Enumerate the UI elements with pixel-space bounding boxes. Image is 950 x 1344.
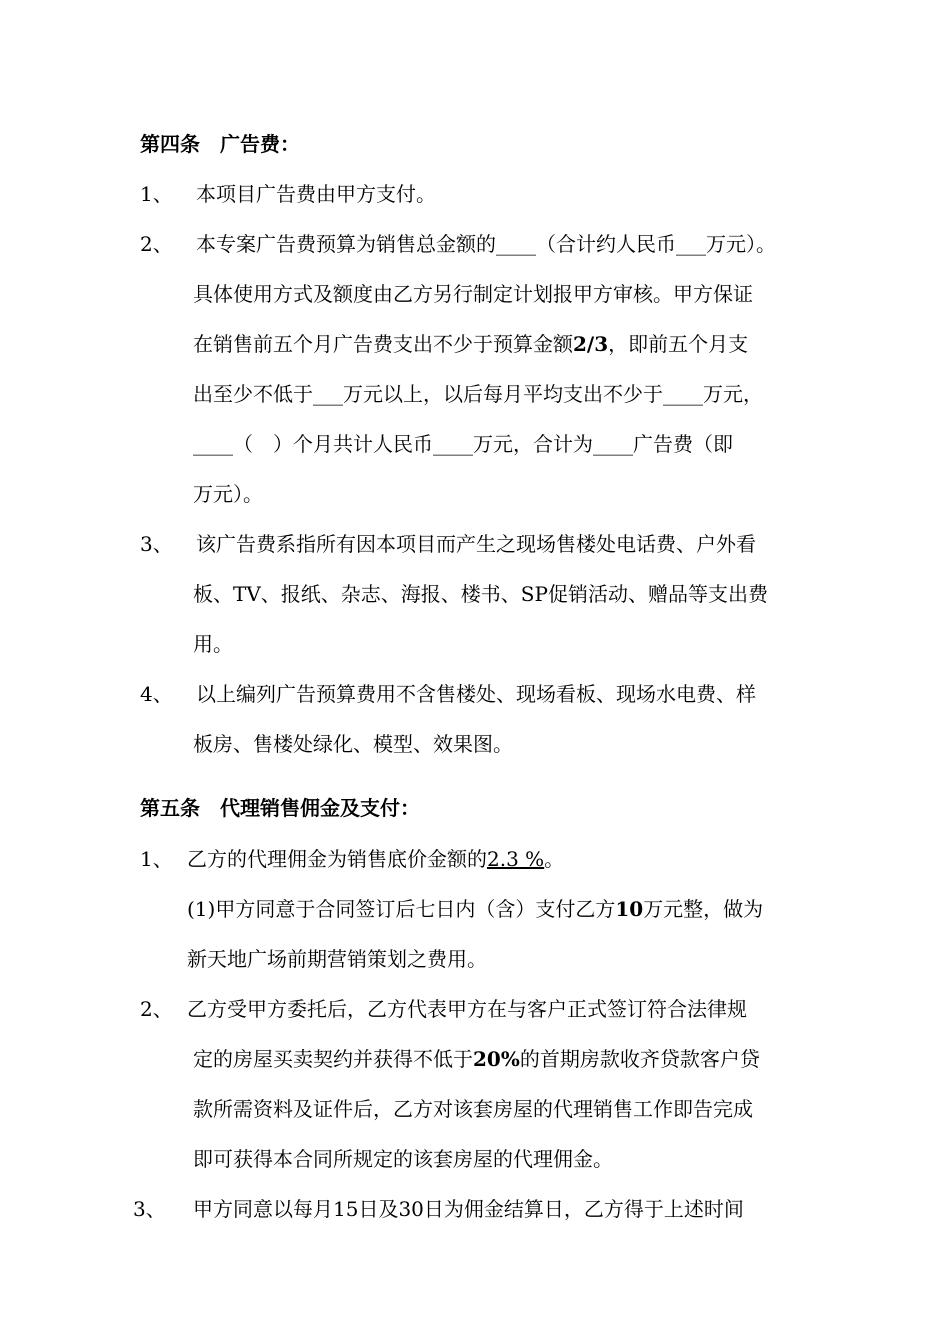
fee-amount: 10 — [615, 897, 644, 921]
item-text: 甲方同意以每月15日及30日为佣金结算日，乙方得于上述时间 — [193, 1197, 744, 1221]
article-4-heading: 第四条 广告费： — [140, 132, 300, 156]
item-text: 在销售前五个月广告费支出不少于预算金额 — [193, 332, 573, 356]
item-text: 。 — [544, 847, 565, 871]
item-text-line — [193, 331, 748, 357]
item-text: 本专案广告费预算为销售总金额的____（合计约人民币___万元）。 — [196, 232, 776, 256]
item-text: 定的房屋买卖契约并获得不低于 — [193, 1047, 473, 1071]
item-text: 万元）。 — [193, 482, 263, 506]
item-text: 用。 — [193, 632, 233, 656]
item-number: 1、 — [140, 182, 173, 206]
down-payment-pct: 20% — [473, 1047, 520, 1071]
item-text: ，即前五个月支 — [608, 332, 749, 356]
commission-rate: 2.3 % — [487, 847, 545, 871]
item-number: 3、 — [140, 532, 173, 556]
item-text: 即可获得本合同所规定的该套房屋的代理佣金。 — [193, 1147, 613, 1171]
item-text: 的首期房款收齐贷款客户贷 — [519, 1047, 760, 1071]
item-number: 2、 — [140, 232, 173, 256]
item-text: 乙方受甲方委托后，乙方代表甲方在与客户正式签订符合法律规 — [187, 997, 747, 1021]
item-text: 具体使用方式及额度由乙方另行制定计划报甲方审核。甲方保证 — [193, 282, 753, 306]
item-text: 出至少不低于___万元以上，以后每月平均支出不少于____万元， — [193, 382, 763, 406]
item-text-line — [187, 896, 763, 922]
item-text-line — [193, 1046, 760, 1072]
item-text: ____（ ）个月共计人民币____万元，合计为____广告费（即 — [193, 432, 733, 456]
item-text: 新天地广场前期营销策划之费用。 — [187, 947, 487, 971]
item-text: 乙方的代理佣金为销售底价金额的 — [187, 847, 487, 871]
item-number: 1、 — [140, 847, 173, 871]
item-text: 以上编列广告预算费用不含售楼处、现场看板、现场水电费、样 — [196, 682, 756, 706]
item-number: 2、 — [140, 997, 173, 1021]
item-text: 万元整，做为 — [643, 897, 764, 921]
item-number: 4、 — [140, 682, 173, 706]
budget-ratio: 2/3 — [573, 332, 609, 356]
item-text: 本项目广告费由甲方支付。 — [196, 182, 436, 206]
item-text-line — [187, 846, 564, 872]
item-text: (1)甲方同意于合同签订后七日内（含）支付乙方 — [187, 897, 616, 921]
item-text: 该广告费系指所有因本项目而产生之现场售楼处电话费、户外看 — [196, 532, 756, 556]
item-text: 款所需资料及证件后，乙方对该套房屋的代理销售工作即告完成 — [193, 1097, 753, 1121]
article-5-heading: 第五条 代理销售佣金及支付： — [140, 796, 420, 820]
item-text: 板房、售楼处绿化、模型、效果图。 — [193, 732, 513, 756]
item-number: 3、 — [133, 1197, 166, 1221]
item-text: 板、TV、报纸、杂志、海报、楼书、SP促销活动、赠品等支出费 — [193, 582, 768, 606]
